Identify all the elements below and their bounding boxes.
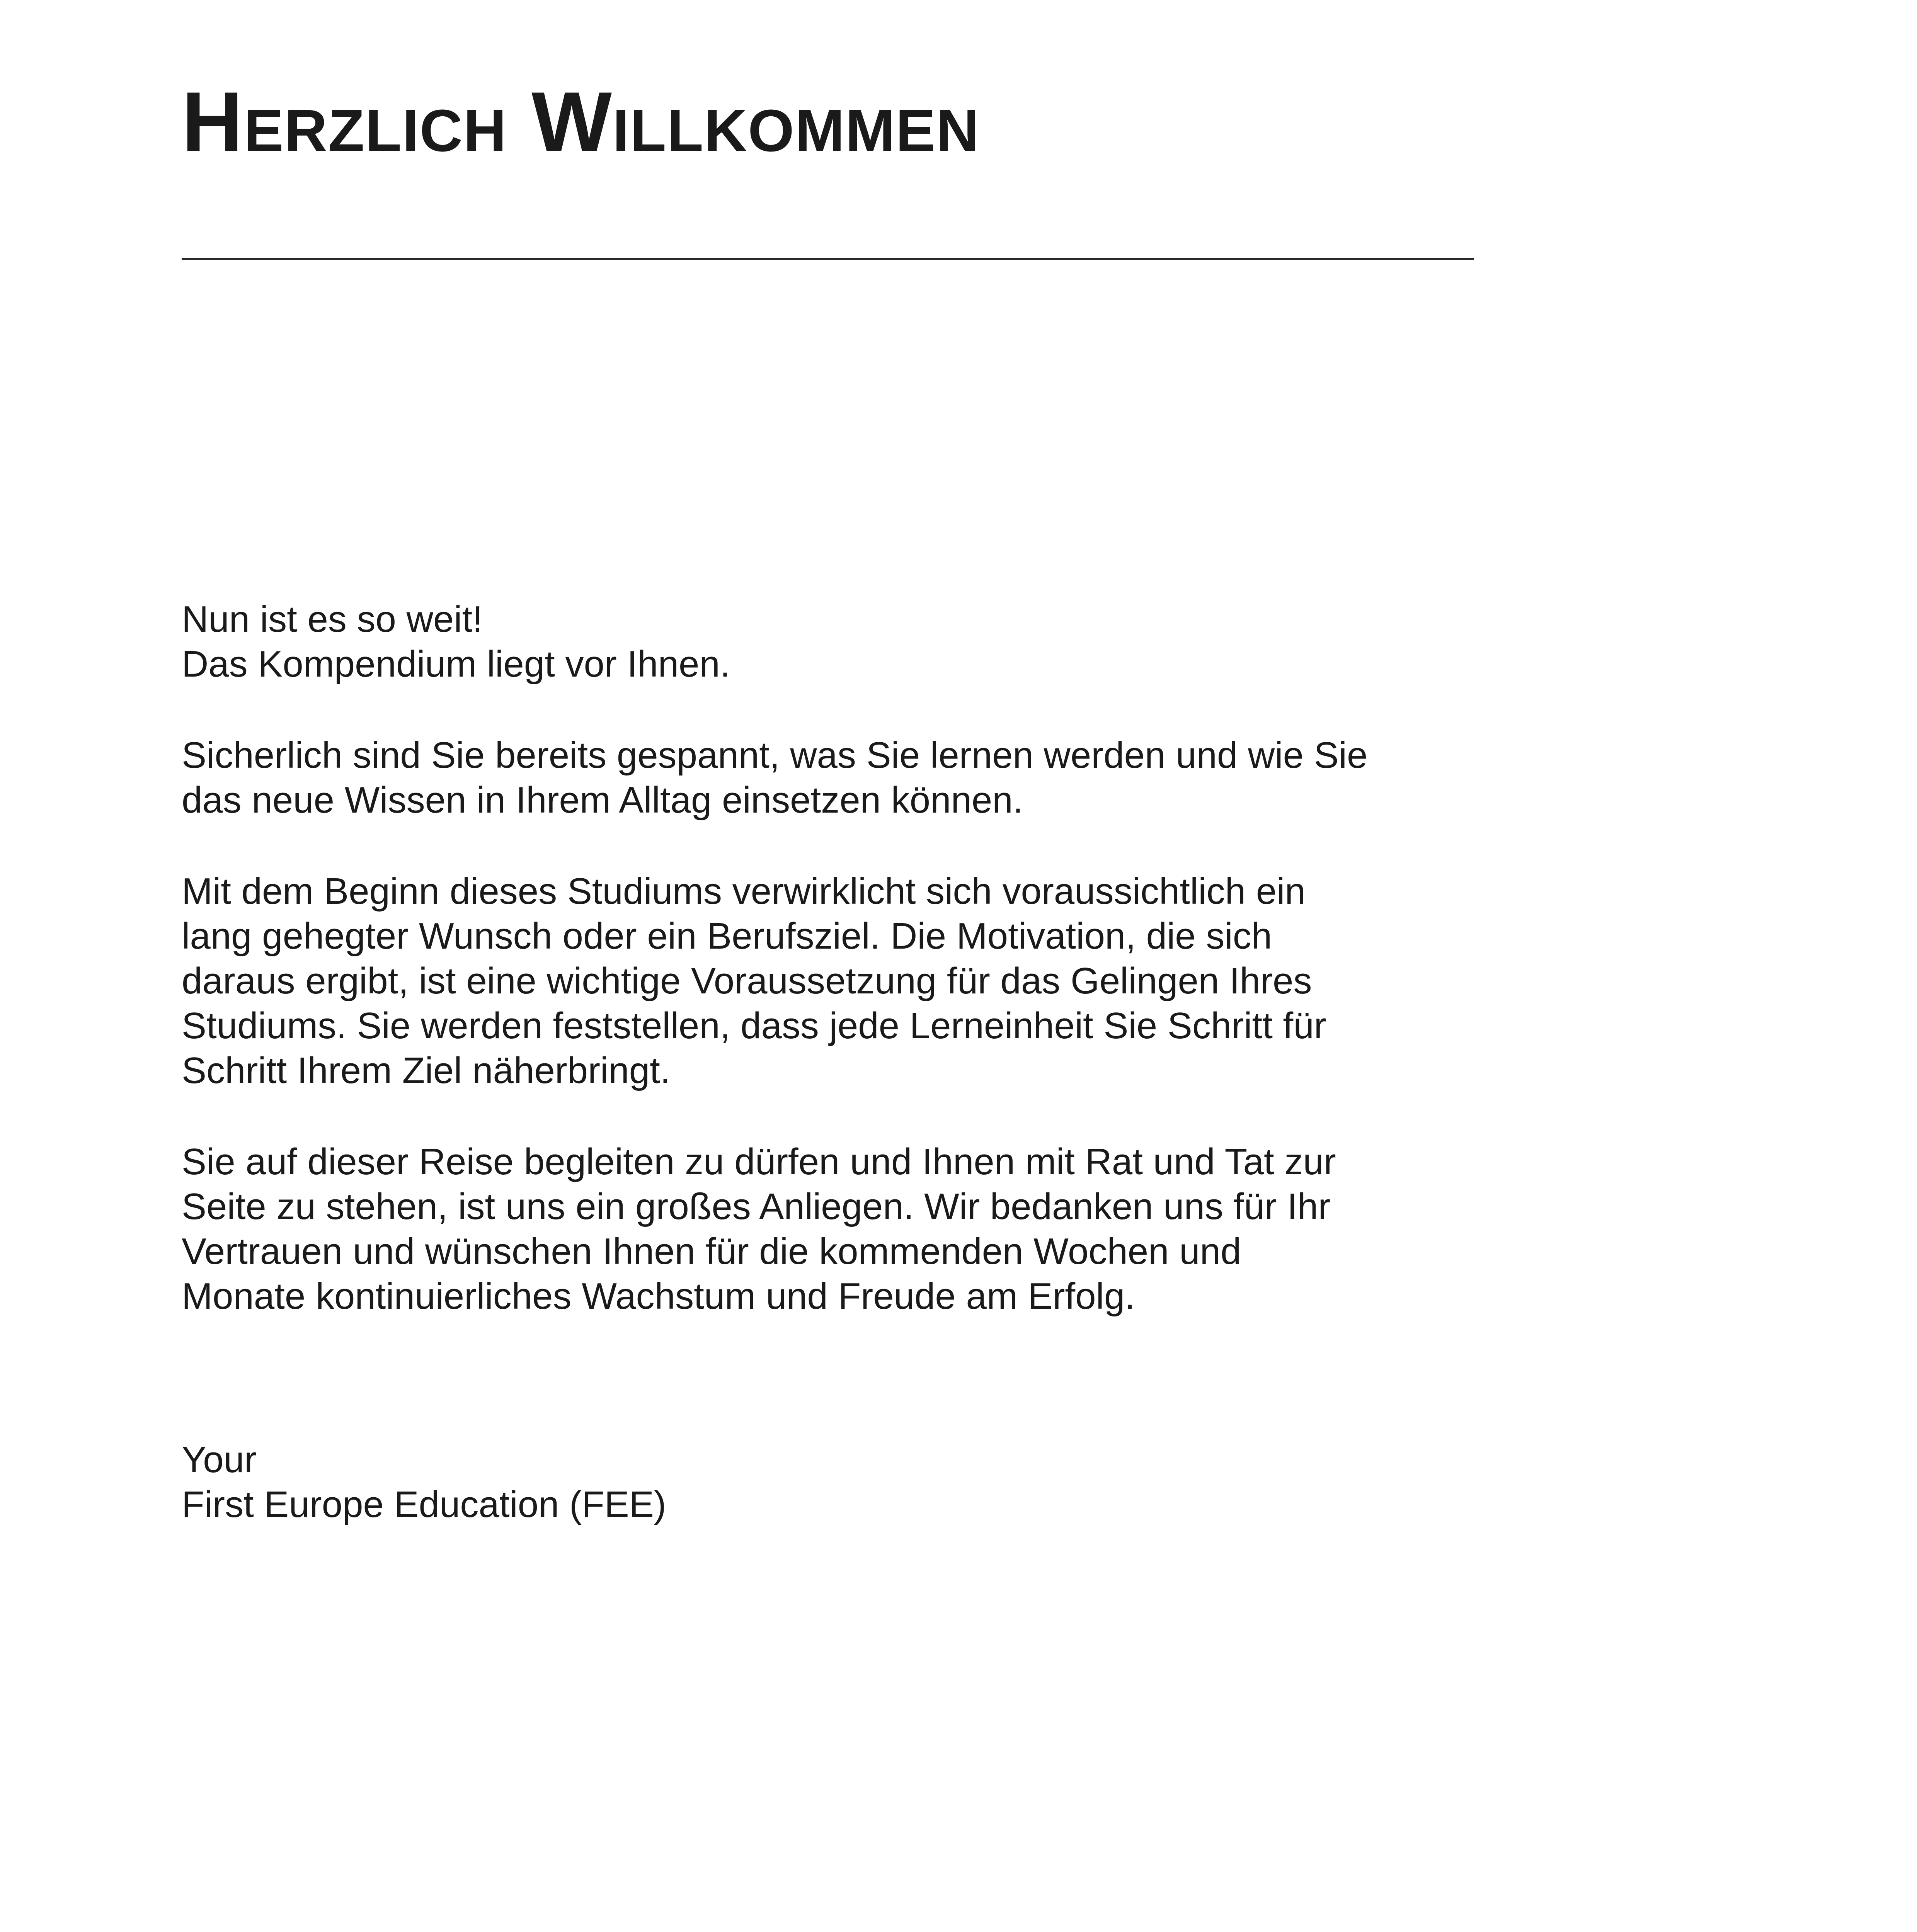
- paragraph-4: [182, 1139, 1496, 1319]
- text-line: lang gehegter Wunsch oder ein Berufsziel. Die Motivation, die sich: [182, 915, 1272, 957]
- text-line: Das Kompendium liegt vor Ihnen.: [182, 643, 730, 685]
- text-line: das neue Wissen in Ihrem Alltag einsetzen können.: [182, 779, 1023, 821]
- text-line: Schritt Ihrem Ziel näherbringt.: [182, 1050, 671, 1091]
- text-line: Nun ist es so weit!: [182, 599, 483, 640]
- text-line: Studiums. Sie werden feststellen, dass jede Lerneinheit Sie Schritt für: [182, 1005, 1326, 1046]
- paragraph-3: [182, 869, 1496, 1093]
- signature-closing: Your: [182, 1439, 257, 1480]
- letter-body: [182, 597, 1496, 1365]
- signature-block: [182, 1437, 666, 1527]
- text-line: Seite zu stehen, ist uns ein großes Anliegen. Wir bedanken uns für Ihr: [182, 1186, 1331, 1227]
- signature-organization: First Europe Education (FEE): [182, 1484, 666, 1525]
- text-line: Vertrauen und wünschen Ihnen für die kommenden Wochen und: [182, 1231, 1241, 1272]
- text-line: Monate kontinuierliches Wachstum und Freude am Erfolg.: [182, 1276, 1135, 1317]
- text-line: daraus ergibt, ist eine wichtige Voraussetzung für das Gelingen Ihres: [182, 960, 1312, 1002]
- text-line: Sicherlich sind Sie bereits gespannt, was Sie lernen werden und wie Sie: [182, 735, 1368, 776]
- paragraph-1: [182, 597, 1496, 687]
- page-title: Herzlich Willkommen: [182, 74, 980, 169]
- title-divider: [182, 258, 1474, 260]
- paragraph-2: [182, 733, 1496, 823]
- text-line: Sie auf dieser Reise begleiten zu dürfen und Ihnen mit Rat und Tat zur: [182, 1141, 1336, 1182]
- text-line: Mit dem Beginn dieses Studiums verwirklicht sich voraussichtlich ein: [182, 871, 1306, 912]
